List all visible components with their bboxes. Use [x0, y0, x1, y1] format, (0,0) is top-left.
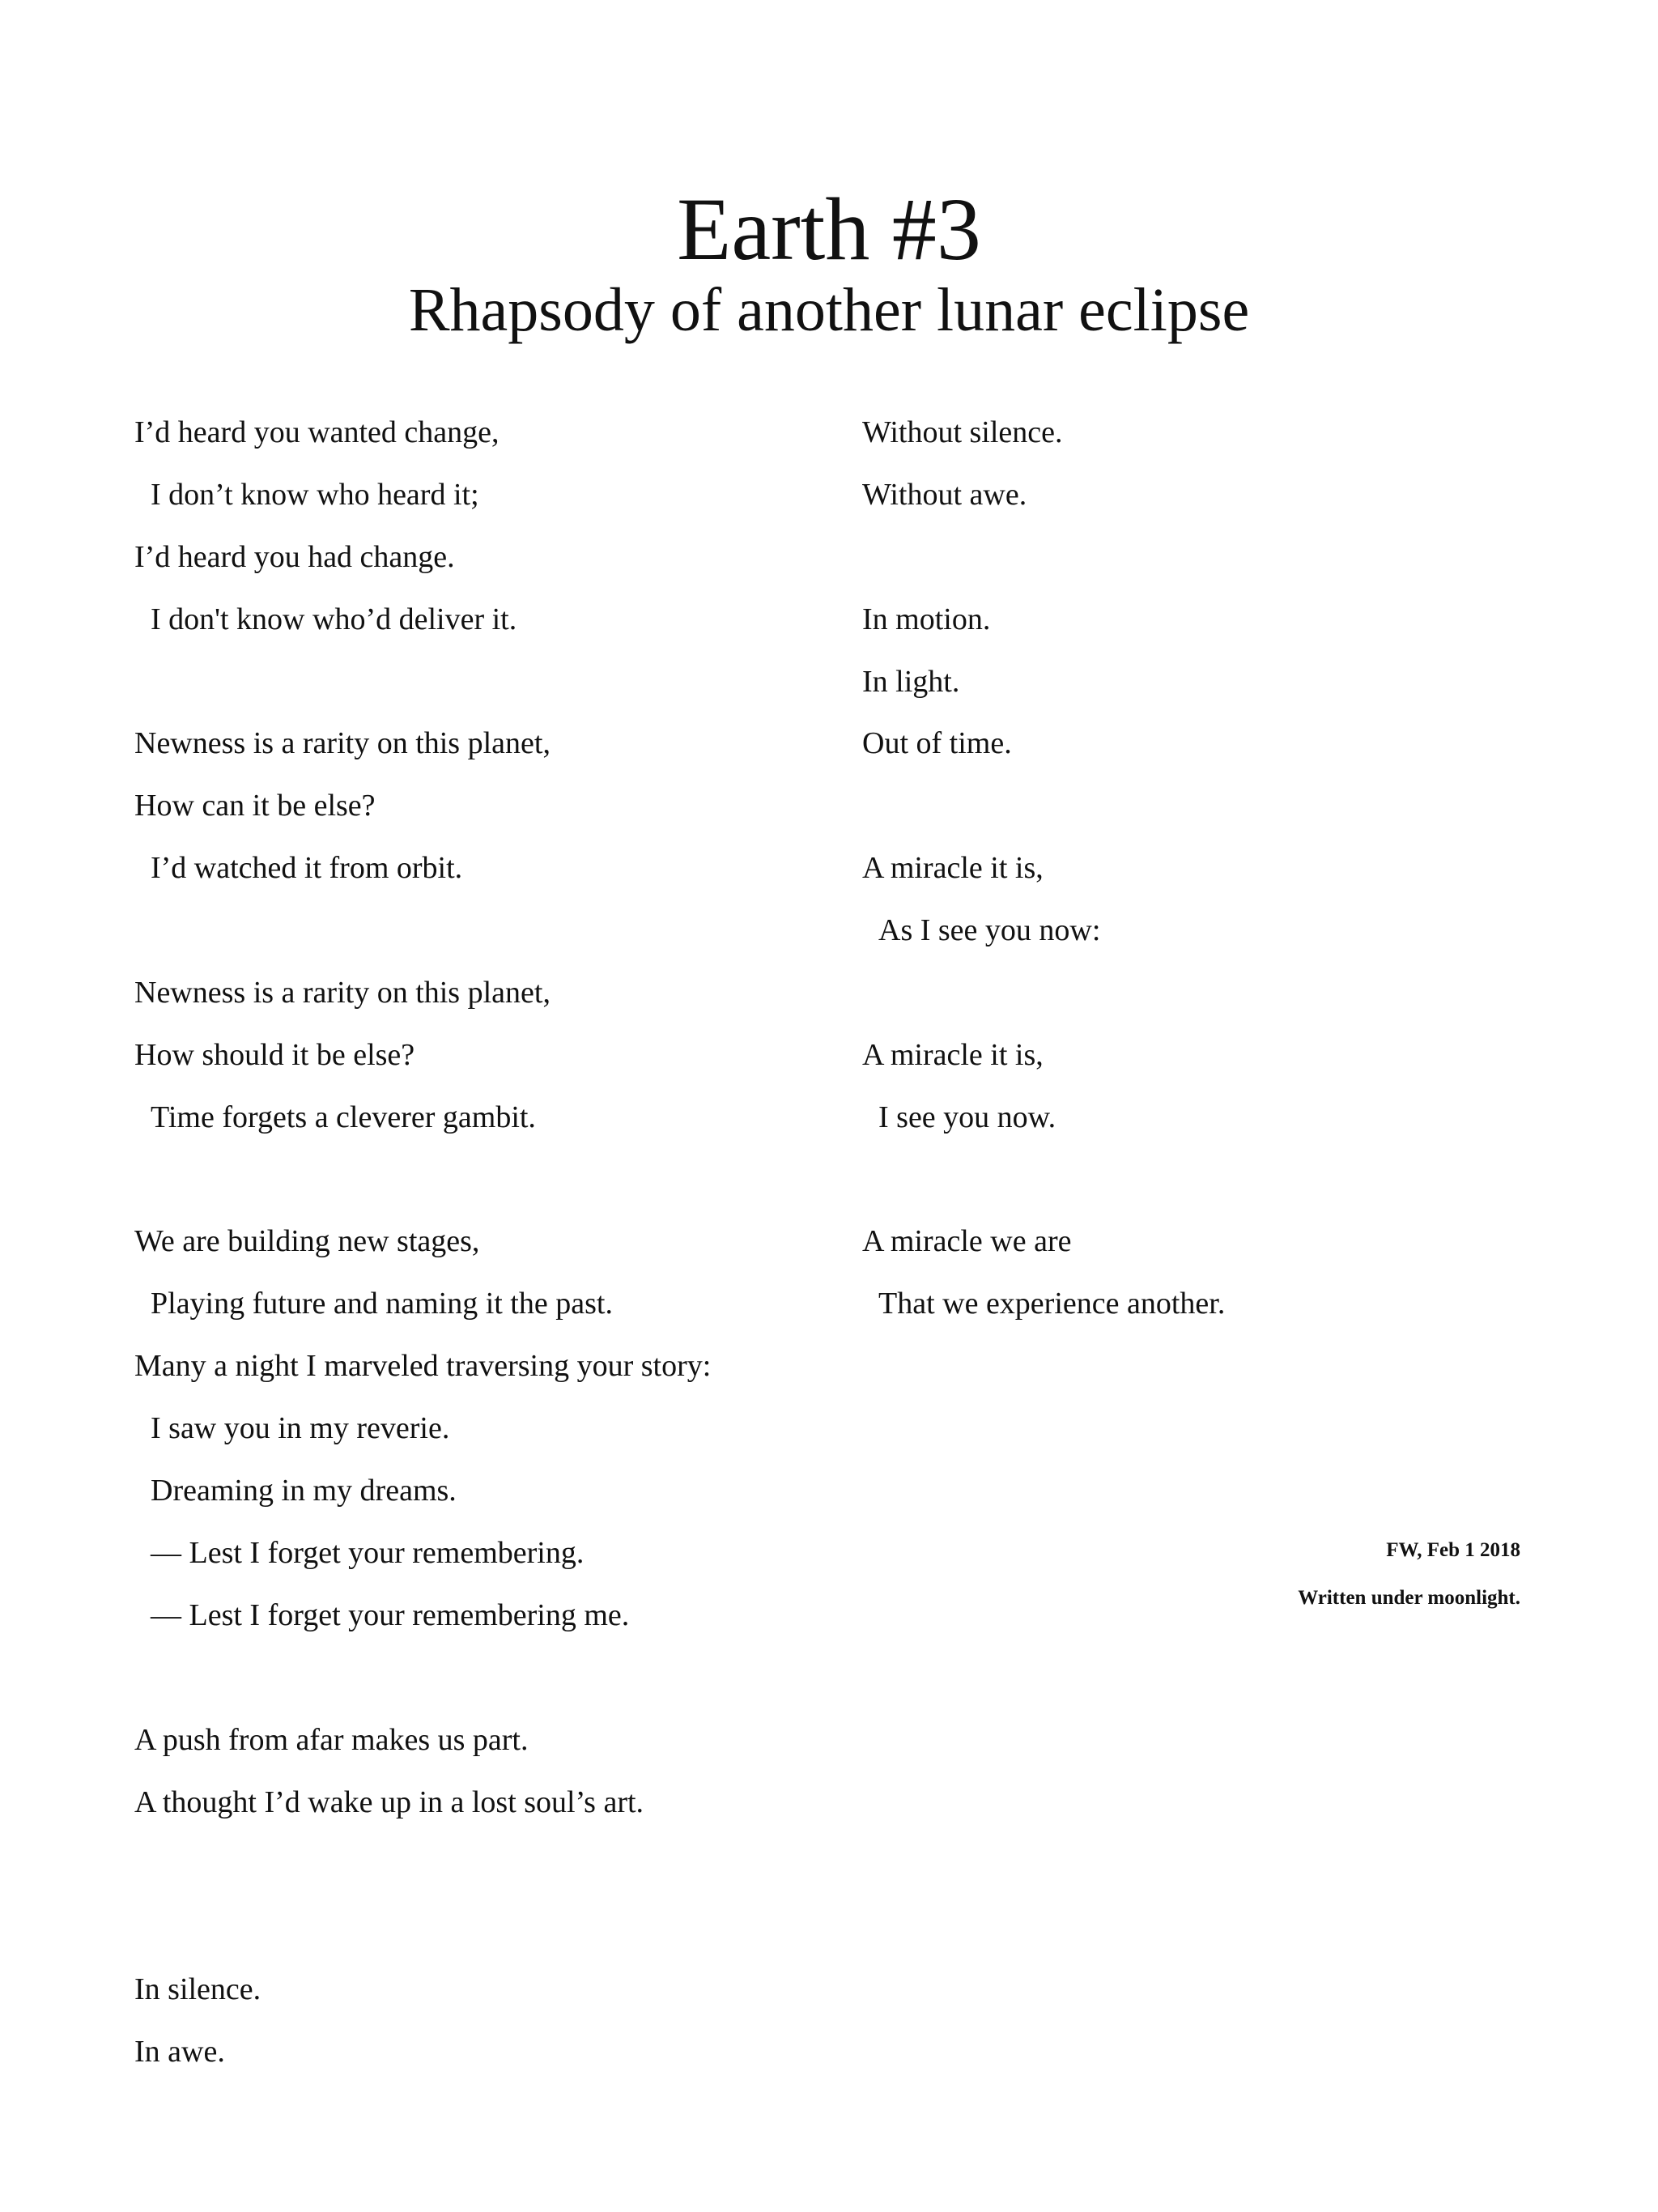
poem-line: I don’t know who heard it;	[151, 478, 479, 512]
poem-line: Newness is a rarity on this planet,	[134, 726, 551, 760]
poem-line: I saw you in my reverie.	[151, 1411, 450, 1445]
poem-line: Newness is a rarity on this planet,	[134, 976, 551, 1010]
poem-line: How can it be else?	[134, 789, 376, 823]
poem-line: — Lest I forget your remembering me.	[151, 1598, 630, 1632]
poem-line: How should it be else?	[134, 1038, 415, 1072]
poem-subtitle: Rhapsody of another lunar eclipse	[408, 276, 1250, 344]
poem-line: That we experience another.	[878, 1287, 1226, 1321]
signature-author-date: FW, Feb 1 2018	[1386, 1539, 1520, 1561]
signature-note: Written under moonlight.	[1298, 1587, 1520, 1609]
poem-line: As I see you now:	[878, 913, 1101, 947]
poem-line: Time forgets a cleverer gambit.	[151, 1100, 536, 1134]
poem-line: Dreaming in my dreams.	[151, 1474, 457, 1508]
poem-line: A thought I’d wake up in a lost soul’s art.	[134, 1785, 644, 1819]
poem-line: Playing future and naming it the past.	[151, 1287, 613, 1321]
poem-line: In awe.	[134, 2035, 225, 2069]
poem-line: We are building new stages,	[134, 1224, 480, 1258]
poem-line: A miracle we are	[862, 1224, 1072, 1258]
poem-line: I’d heard you wanted change,	[134, 415, 500, 449]
poem-line: — Lest I forget your remembering.	[151, 1536, 585, 1570]
poem-line: Out of time.	[862, 726, 1012, 760]
poem-line: I see you now.	[878, 1100, 1056, 1134]
poem-line: In light.	[862, 665, 960, 699]
poem-line: Without awe.	[862, 478, 1027, 512]
poem-line: A push from afar makes us part.	[134, 1723, 529, 1757]
poem-line: In motion.	[862, 602, 991, 636]
poem-line: I’d watched it from orbit.	[151, 851, 463, 885]
poem-title: Earth #3	[677, 180, 981, 279]
poem-line: A miracle it is,	[862, 851, 1044, 885]
poem-line: I don't know who’d deliver it.	[151, 602, 517, 636]
poem-line: A miracle it is,	[862, 1038, 1044, 1072]
poem-line: I’d heard you had change.	[134, 540, 455, 574]
poem-line: In silence.	[134, 1972, 261, 2006]
poem-line: Many a night I marveled traversing your story:	[134, 1349, 712, 1383]
poem-line: Without silence.	[862, 415, 1063, 449]
